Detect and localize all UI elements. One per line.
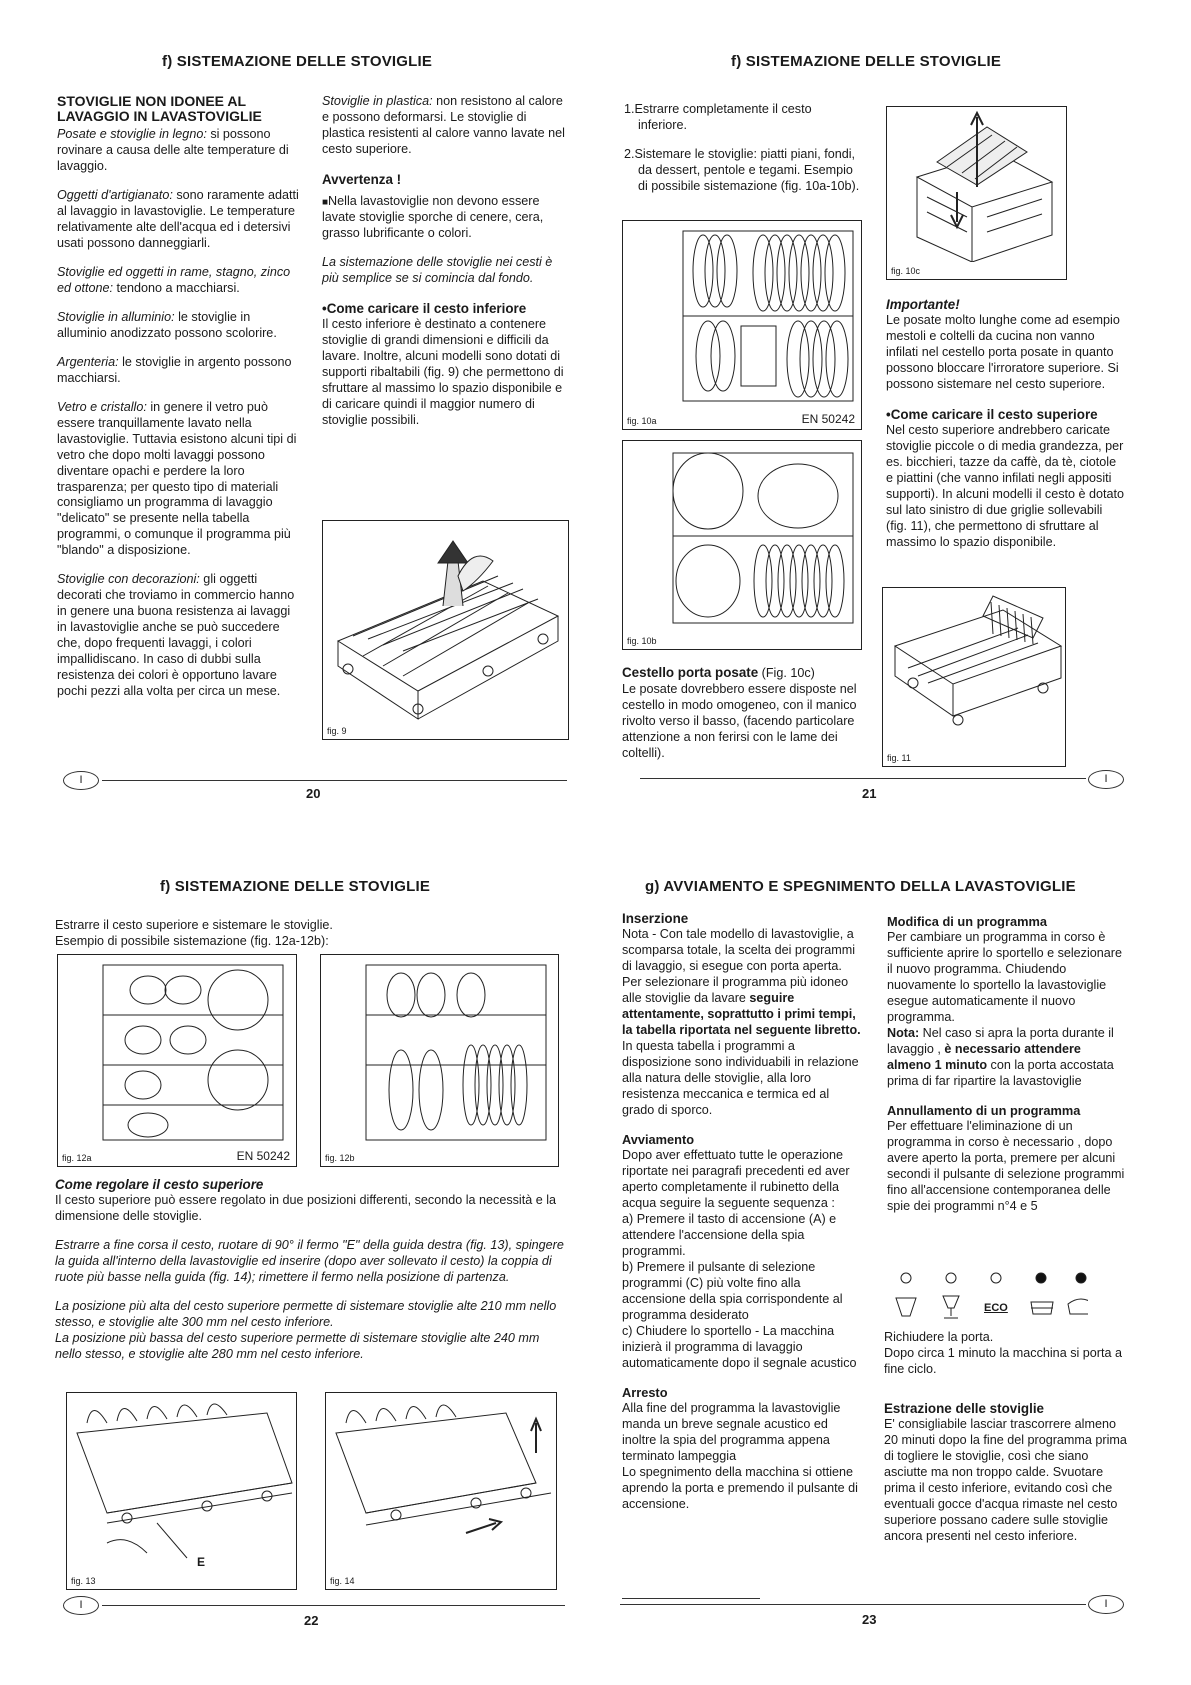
page-number: 21: [862, 786, 877, 801]
paragraph: Posate e stoviglie in legno: si possono rovinare a causa delle alte temperature di lavaggio.: [57, 126, 289, 173]
upper-basket-loaded-illustration: [58, 955, 296, 1147]
basket-wheels-illustration: [326, 1393, 556, 1571]
figure-10c: [886, 106, 1067, 280]
modify-heading: Modifica di un programma: [887, 914, 1047, 929]
paragraph: Nota - Con tale modello di lavastoviglie, a scomparsa totale, la scelta dei programmi di lavaggio, si esegue con porta aperta. Per selezionare il programma più idoneo alle stoviglie da lavare seguire attentamente, soprattutto i primi tempi, la tabella riportata nel seguente libretto. In questa tabella i programmi a disposizione sono individuabili in relazione alla natura delle stoviglie, alla loro resistenza meccanica e termica ed al grado di sporco.: [622, 927, 861, 1117]
paragraph: Il cesto inferiore è destinato a contenere stoviglie di grandi dimensioni e difficili da lavare. Inoltre, alcuni modelli sono dotati di supporti ribaltabili (fig. 9) che permettono di sfruttare al massimo lo spazio disponibile e di caricare quindi il maggior numero di stoviglie possibili.: [322, 316, 564, 427]
lower-basket-heading: • Come caricare il cesto inferiore: [322, 300, 568, 317]
paragraph: Vetro e cristallo: in genere il vetro può essere tranquillamente lavato nella lavastoviglie. Tuttavia esistono alcuni tipi di vetro che dopo molti lavaggi possono diventare opachi e perdere la loro trasparenza; per questo tipo di materiali consigliamo un programma di lavaggio "delicato" se presente nella tabella programmi, o comunque il programma più "blando" a disposizione.: [57, 399, 297, 558]
page20-col2: [322, 94, 568, 442]
paragraph: Per effettuare l'eliminazione di un programma in corso è necessario , dopo avere aperto la porta, premere per alcuni secondi il pulsante di selezione programmi fino all'accensione contemporanea delle spie dei programmi n°4 e 5: [887, 1119, 1125, 1214]
figure-label: fig. 9: [327, 725, 347, 736]
figure-label: fig. 12a: [62, 1152, 92, 1163]
page22-intro: [55, 918, 455, 950]
figure-9: [322, 520, 569, 740]
unsuitable-heading: STOVIGLIE NON IDONEE AL LAVAGGIO IN LAVASTOVIGLIE: [57, 93, 262, 125]
paragraph: E' consigliabile lasciar trascorrere almeno 20 minuti dopo la fine del programma prima di togliere le stoviglie, così che siano asciutte ma non troppo calde. Svuotare prima il cesto inferiore, evitando così che eventuali gocce d'acqua rimaste nel cesto superiore possano cadere sulle stoviglie ancora presenti nel cesto inferiore.: [884, 1416, 1127, 1543]
extraction-heading: Estrazione delle stoviglie: [884, 1400, 1044, 1416]
cancel-heading: Annullamento di un programma: [887, 1103, 1081, 1119]
figure-label: fig. 13: [71, 1575, 96, 1586]
intro-line: Estrarre il cesto superiore e sistemare le stoviglie.: [55, 918, 333, 932]
lower-basket-illustration: [323, 521, 568, 721]
page20-col1: [57, 94, 299, 713]
figure-13: [66, 1392, 297, 1590]
page20-rule: [102, 780, 567, 781]
adjust-heading: Come regolare il cesto superiore: [55, 1177, 264, 1192]
lower-basket-loaded-illustration: [623, 221, 861, 411]
delicate-program-icon: [896, 1298, 916, 1316]
paragraph: Argenteria: le stoviglie in argento possono macchiarsi.: [57, 354, 292, 385]
program-light-3: [991, 1273, 1001, 1283]
standard-code: EN 50242: [236, 1148, 290, 1163]
page21-steps: [624, 102, 860, 208]
italy-logo: I: [1088, 770, 1124, 789]
program-icons: [888, 1268, 1088, 1326]
warning-title: Avvertenza !: [322, 171, 402, 187]
page21-right-text: [886, 296, 1126, 564]
upper-basket-loaded-illustration: [321, 955, 558, 1147]
pot-program-icon: [1068, 1299, 1088, 1314]
page20-header: f) SISTEMAZIONE DELLE STOVIGLIE: [162, 53, 433, 70]
figure-label: fig. 14: [330, 1575, 355, 1586]
upper-basket-heading: • Come caricare il cesto superiore: [886, 406, 1126, 423]
note-text: La sistemazione delle stoviglie nei cesti è più semplice se si comincia dal fondo.: [322, 254, 553, 285]
page22-header: f) SISTEMAZIONE DELLE STOVIGLIE: [160, 878, 431, 895]
page21-header: f) SISTEMAZIONE DELLE STOVIGLIE: [731, 53, 1002, 70]
figure-label: fig. 10c: [891, 265, 921, 276]
page-number: 22: [304, 1613, 319, 1628]
page22-rule: [102, 1605, 565, 1606]
page21-rule: [640, 778, 1086, 779]
cutlery-section: [622, 664, 862, 775]
program-light-5: [1076, 1273, 1086, 1283]
stop-heading: Arresto: [622, 1384, 668, 1400]
page23-header: g) AVVIAMENTO E SPEGNIMENTO DELLA LAVASTOVIGLIE: [645, 878, 1076, 895]
paragraph: Il cesto superiore può essere regolato in due posizioni differenti, secondo la necessità e la dimensione delle stoviglie.: [55, 1193, 557, 1223]
figure-label: fig. 10b: [627, 635, 657, 646]
warning-text: ■ Nella lavastoviglie non devono essere lavate stoviglie sporche di cenere, cera, grasso lubrificante o colori.: [322, 194, 568, 242]
page23-col2: [887, 914, 1127, 1215]
paragraph: Stoviglie in alluminio: le stoviglie in alluminio anodizzato possono scolorire.: [57, 309, 277, 340]
paragraph: Per cambiare un programma in corso è sufficiente aprire lo sportello e selezionare il nuovo programma. Chiudendo nuovamente lo sportello la lavastoviglie esegue automaticamente il nuovo programma.: [887, 930, 1122, 1025]
insertion-heading: Inserzione: [622, 911, 689, 926]
paragraph-italic: La posizione più alta del cesto superiore permette di sistemare stoviglie alte 210 mm nello stesso, e stoviglie alte 300 mm nel cesto inferiore.: [55, 1298, 557, 1329]
italy-logo: I: [63, 1596, 99, 1615]
program-light-2: [946, 1273, 956, 1283]
figure-label: fig. 12b: [325, 1152, 355, 1163]
program-light-4: [1036, 1273, 1046, 1283]
step-2: 2.Sistemare le stoviglie: piatti piani, fondi, da dessert, pentole e tegami. Esempio di possibile sistemazione (fig. 10a-10b).: [624, 146, 860, 193]
page-number: 23: [862, 1612, 877, 1627]
paragraph: Le posate molto lunghe come ad esempio mestoli e coltelli da cucina non vanno infilati nel cestello porta posate in quanto possono bloccare l'irroratore superiore. Si possono sistemare nel cesto superiore.: [886, 313, 1120, 391]
page23-rule: [620, 1604, 1086, 1605]
page22-adjust: [55, 1176, 565, 1363]
figure-11: [882, 587, 1066, 767]
step-a: a) Premere il tasto di accensione (A) e attendere l'accensione della spia programmi.: [622, 1212, 837, 1258]
paragraph: Nel cesto superiore andrebbero caricate stoviglie piccole o di media grandezza, per es. bicchieri, tazze da caffè, da tè, ciotole e piattini (che vanno infilati negli appositi supporti). In alcuni modelli il cesto è dotato sul lato sinistro di due griglie sollevabili (fig. 11), che permettono di sfruttare al massimo lo spazio disponibile.: [886, 422, 1125, 549]
step-c: c) Chiudere lo sportello - La macchina inizierà il programma di lavaggio automaticamente dopo il segnale acustico: [622, 1323, 857, 1370]
figure-label: fig. 10a: [627, 415, 657, 426]
eco-icon: ECO: [984, 1302, 1008, 1314]
paragraph-italic: La posizione più bassa del cesto superiore permette di sistemare stoviglie alte 240 mm nello stesso, e stoviglie alte 280 mm nel cesto inferiore.: [55, 1330, 540, 1361]
paragraph: Dopo circa 1 minuto la macchina si porta a fine ciclo.: [884, 1345, 1122, 1376]
figure-10a: [622, 220, 862, 430]
basket-guide-illustration: [67, 1393, 296, 1571]
page-number: 20: [306, 786, 321, 801]
figure-14: [325, 1392, 557, 1590]
paragraph: Stoviglie ed oggetti in rame, stagno, zinco ed ottone: tendono a macchiarsi.: [57, 264, 291, 295]
standard-code: EN 50242: [801, 411, 855, 426]
paragraph: Alla fine del programma la lavastoviglie manda un breve segnale acustico ed inoltre la spia del programma appena terminato lampeggia: [622, 1401, 841, 1464]
startup-heading: Avviamento: [622, 1131, 695, 1147]
lower-basket-loaded-illustration: [623, 441, 861, 631]
glass-program-icon: [943, 1296, 959, 1318]
figure-12b: [320, 954, 559, 1167]
paragraph: Stoviglie in plastica: non resistono al calore e possono deformarsi. Le stoviglie di plastica resistenti al calore vanno lavate nel cesto superiore.: [322, 94, 565, 156]
important-title: Importante!: [886, 297, 960, 312]
paragraph: Richiudere la porta.: [884, 1330, 994, 1344]
step-b: b) Premere il pulsante di selezione programmi (C) più volte fino alla accensione della spia corrispondente al programma desiderato: [622, 1259, 843, 1322]
upper-basket-illustration: [883, 588, 1065, 748]
pan-program-icon: [1031, 1302, 1053, 1314]
marker-E: E: [197, 1555, 206, 1569]
paragraph: Oggetti d'artigianato: sono raramente adatti al lavaggio in lavastoviglie. Le temperature relativamente alte dell'acqua ed i detersivi usati possono danneggiarli.: [57, 187, 299, 250]
paragraph: Dopo aver effettuato tutte le operazione riportate nei paragrafi precedenti ed aver aperto completamente il rubinetto della acqua seguire la seguente sequenza :: [622, 1148, 850, 1211]
figure-12a: [57, 954, 297, 1167]
paragraph: Stoviglie con decorazioni: gli oggetti decorati che troviamo in commercio hanno in genere una buona resistenza ai lavaggi in lavastoviglie anche se può succedere che, dopo frequenti lavaggi, i colori impallidiscano. In caso di dubbi sulla resistenza dei colori è opportuno lavare pochi pezzi alla volta per circa un mese.: [57, 572, 295, 699]
cutlery-heading: Cestello porta posate (Fig. 10c): [622, 665, 815, 680]
paragraph: Lo spegnimento della macchina si ottiene aprendo la porta e premendo il pulsante di accensione.: [622, 1465, 858, 1512]
page23-col1: [622, 910, 862, 1513]
program-light-1: [901, 1273, 911, 1283]
figure-label: fig. 11: [887, 752, 911, 763]
step-1: 1.Estrarre completamente il cesto inferiore.: [624, 102, 812, 132]
paragraph: Le posate dovrebbero essere disposte nel cestello in modo omogeneo, con il manico rivolto verso il basso, (facendo particolare attenzione a non ferirsi con le lame dei coltelli).: [622, 681, 857, 760]
paragraph: Nota: Nel caso si apra la porta durante il lavaggio , è necessario attendere almeno 1 minuto con la porta accostata prima di far ripartire la lavastoviglie: [887, 1026, 1114, 1089]
italy-logo: I: [63, 771, 99, 790]
intro-line: Esempio di possibile sistemazione (fig. 12a-12b):: [55, 933, 329, 948]
cutlery-basket-illustration: [887, 107, 1066, 262]
paragraph-italic: Estrarre a fine corsa il cesto, ruotare di 90° il fermo "E" della guida destra (fig. 13), spingere la guida all'interno della lavastoviglie ed inserire (dopo aver sollevato il cesto) la coppia di ruote più basse nella guida (fig. 14); rimettere il fermo nella posizione di partenza.: [55, 1237, 564, 1284]
italy-logo: I: [1088, 1595, 1124, 1614]
underline: [622, 1598, 760, 1599]
program-indicators: [888, 1268, 1088, 1326]
page23-col2-lower: [884, 1330, 1129, 1545]
figure-10b: [622, 440, 862, 650]
